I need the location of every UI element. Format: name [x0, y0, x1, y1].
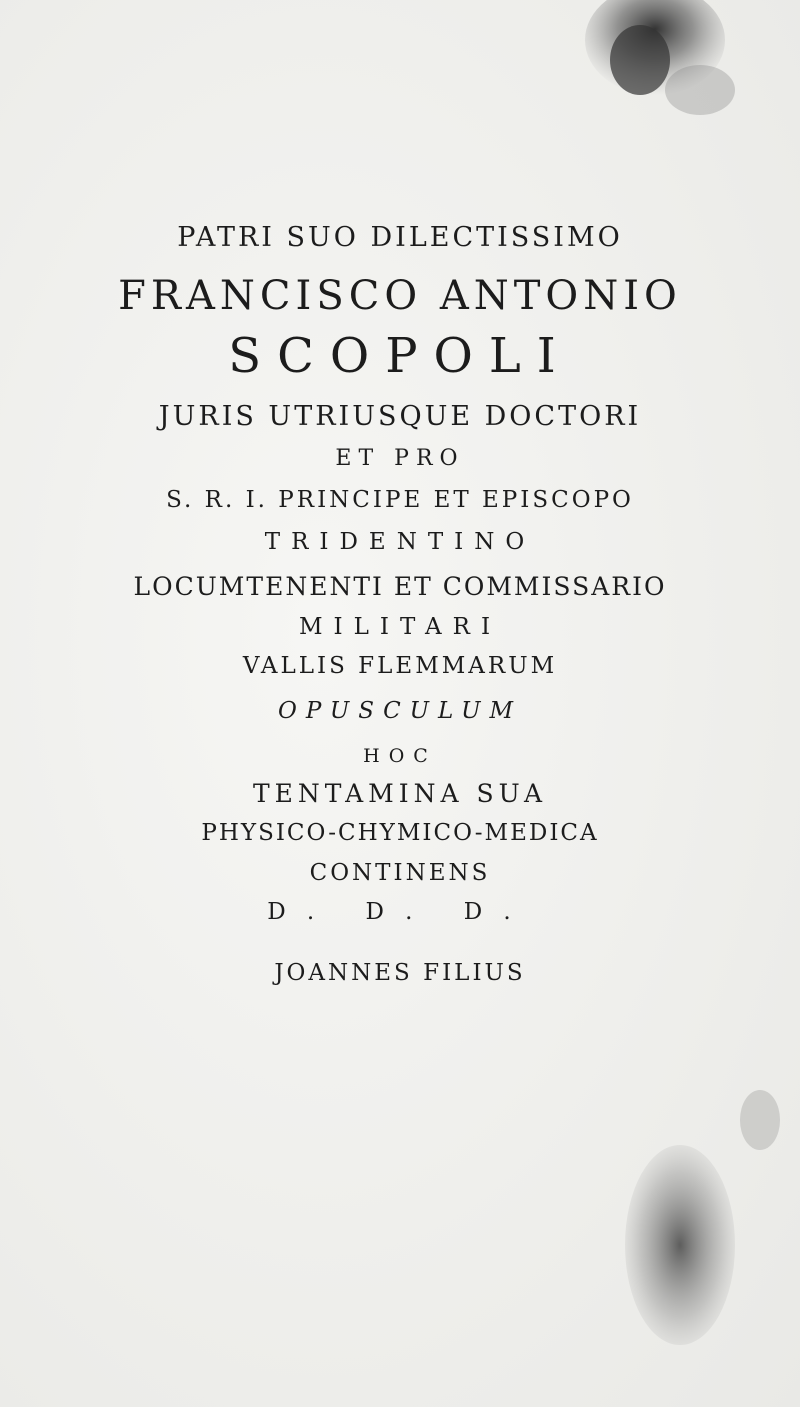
dedication-line-vallis: VALLIS FLEMMARUM: [242, 653, 558, 679]
dedication-line-et-pro: ET PRO: [335, 446, 465, 471]
dedication-line-patri: PATRI SUO DILECTISSIMO: [177, 222, 623, 253]
ink-stain-bottom: [600, 1080, 800, 1380]
dedication-line-scopoli: SCOPOLI: [228, 328, 572, 384]
dedication-line-hoc: HOC: [363, 745, 437, 767]
dedication-line-ddd: D. D. D.: [267, 899, 533, 925]
signature: JOANNES FILIUS: [274, 960, 526, 986]
dedication-line-francisco: FRANCISCO ANTONIO: [118, 273, 682, 319]
dedication-line-opusculum: OPUSCULUM: [278, 698, 522, 724]
dedication-line-principe: S. R. I. PRINCIPE ET EPISCOPO: [166, 487, 634, 513]
dedication-line-tentamina: TENTAMINA SUA: [253, 779, 547, 808]
ink-stain-top: [560, 0, 770, 150]
dedication-line-tridentino: TRIDENTINO: [264, 529, 536, 555]
dedication-line-juris: JURIS UTRIUSQUE DOCTORI: [158, 401, 642, 432]
dedication-line-physico: PHYSICO-CHYMICO-MEDICA: [201, 820, 599, 846]
dedication-line-continens: CONTINENS: [309, 860, 491, 886]
dedication-line-locumtenenti: LOCUMTENENTI ET COMMISSARIO: [133, 572, 667, 601]
dedication-line-militari: MILITARI: [298, 614, 502, 640]
